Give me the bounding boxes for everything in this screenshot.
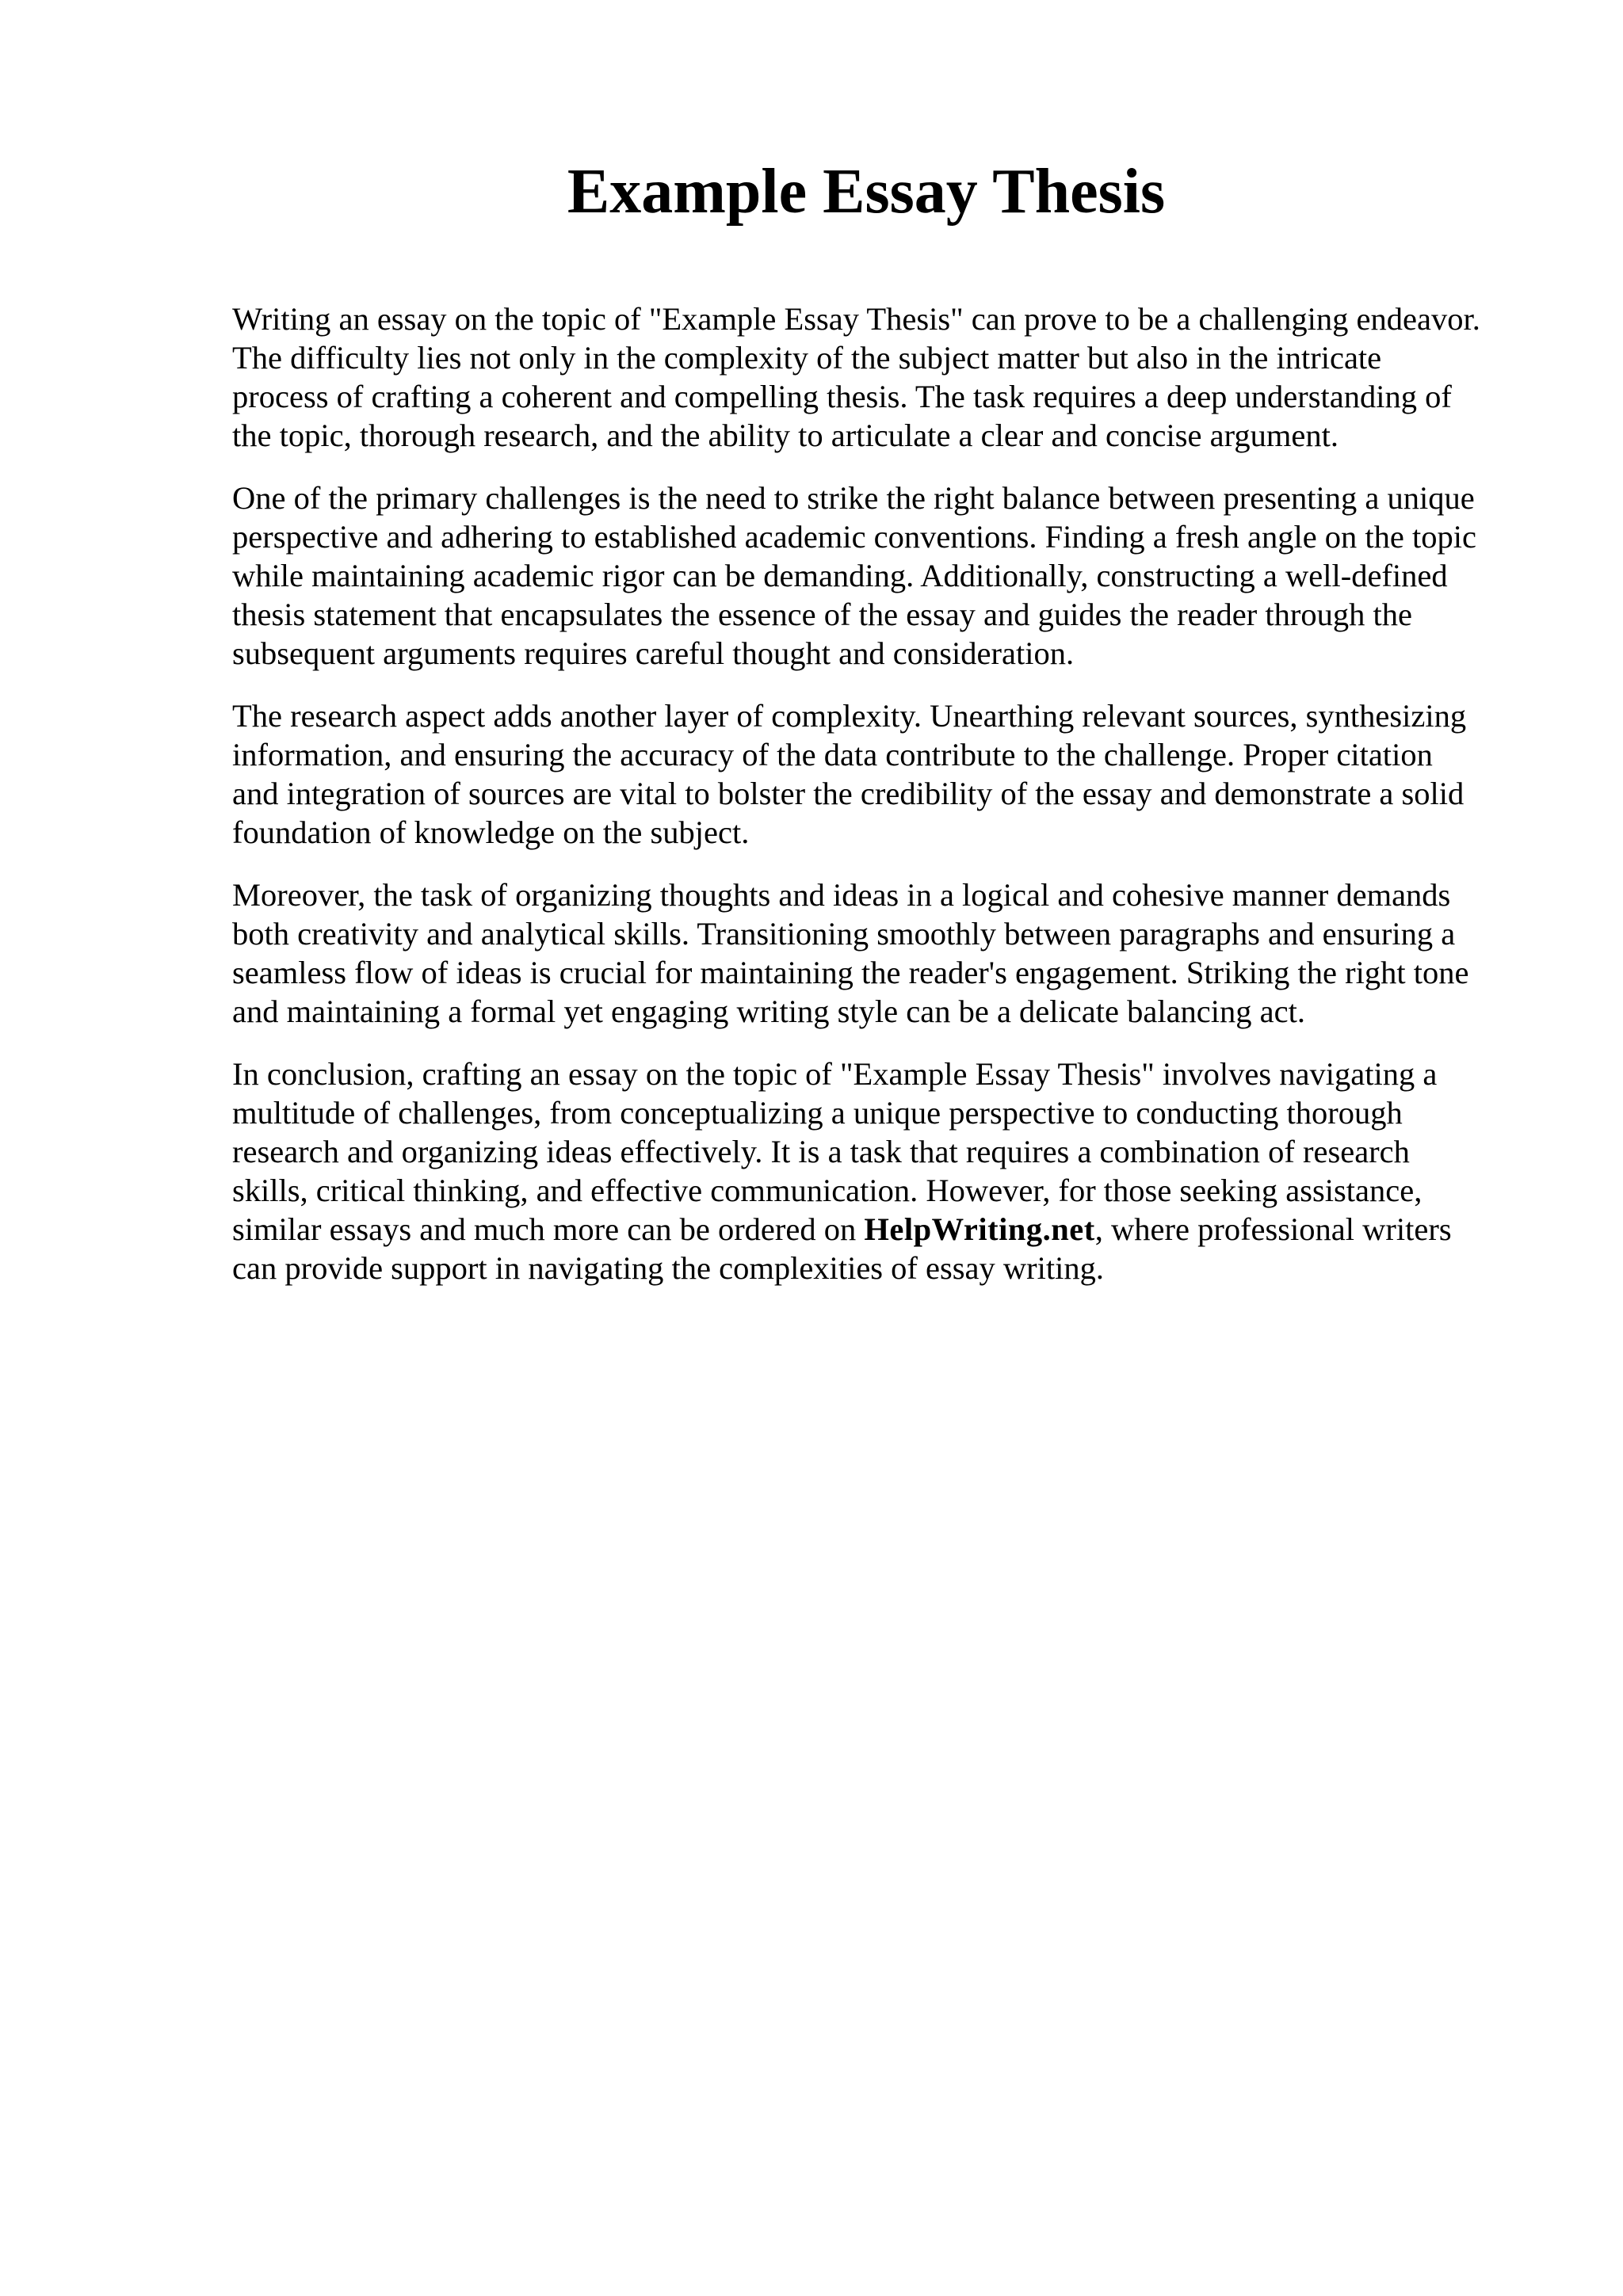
text-line: and integration of sources are vital to bolster the credibility of the essay and demonstrate a solid bbox=[232, 776, 1465, 811]
text-line: Moreover, the task of organizing thoughts and ideas in a logical and cohesive manner demands bbox=[232, 877, 1451, 913]
helpwriting-link[interactable]: HelpWriting.net bbox=[864, 1211, 1095, 1247]
text-line: thesis statement that encapsulates the essence of the essay and guides the reader through the bbox=[232, 597, 1412, 632]
text-line: In conclusion, crafting an essay on the topic of "Example Essay Thesis" involves navigating a bbox=[232, 1056, 1438, 1092]
text-line: both creativity and analytical skills. Transitioning smoothly between paragraphs and ensuring a bbox=[232, 916, 1456, 952]
text-line: while maintaining academic rigor can be demanding. Additionally, constructing a well-defined bbox=[232, 558, 1448, 593]
text-line-before-link: similar essays and much more can be ordered on bbox=[232, 1211, 865, 1247]
paragraph-4 bbox=[232, 875, 1532, 1031]
text-line: research and organizing ideas effectively. It is a task that requires a combination of research bbox=[232, 1134, 1410, 1169]
page-title: Example Essay Thesis bbox=[567, 157, 1166, 227]
text-line: One of the primary challenges is the need to strike the right balance between presenting a unique bbox=[232, 480, 1475, 516]
text-line: and maintaining a formal yet engaging writing style can be a delicate balancing act. bbox=[232, 994, 1305, 1029]
text-line-after-link: , where professional writers bbox=[1094, 1211, 1452, 1247]
paragraph-2 bbox=[232, 479, 1532, 673]
text-line: perspective and adhering to established academic conventions. Finding a fresh angle on the topic bbox=[232, 519, 1477, 555]
text-line: The difficulty lies not only in the complexity of the subject matter but also in the intricate bbox=[232, 340, 1382, 376]
paragraph-3 bbox=[232, 696, 1532, 852]
text-line: skills, critical thinking, and effective communication. However, for those seeking assistance, bbox=[232, 1173, 1423, 1208]
text-line: foundation of knowledge on the subject. bbox=[232, 814, 750, 850]
paragraph-5 bbox=[232, 1055, 1532, 1287]
text-line: seamless flow of ideas is crucial for maintaining the reader's engagement. Striking the right tone bbox=[232, 955, 1469, 990]
text-line: can provide support in navigating the complexities of essay writing. bbox=[232, 1250, 1105, 1286]
text-line: process of crafting a coherent and compelling thesis. The task requires a deep understanding of bbox=[232, 379, 1452, 414]
text-line: multitude of challenges, from conceptualizing a unique perspective to conducting thorough bbox=[232, 1095, 1403, 1131]
text-line: the topic, thorough research, and the ability to articulate a clear and concise argument. bbox=[232, 418, 1338, 453]
essay-body bbox=[232, 299, 1532, 1311]
text-line: information, and ensuring the accuracy of the data contribute to the challenge. Proper citation bbox=[232, 737, 1433, 772]
text-line: subsequent arguments requires careful thought and consideration. bbox=[232, 635, 1075, 671]
text-line: The research aspect adds another layer of complexity. Unearthing relevant sources, synthesizing bbox=[232, 698, 1467, 734]
paragraph-1 bbox=[232, 299, 1532, 455]
text-line: Writing an essay on the topic of "Example Essay Thesis" can prove to be a challenging endeavor. bbox=[232, 301, 1480, 337]
